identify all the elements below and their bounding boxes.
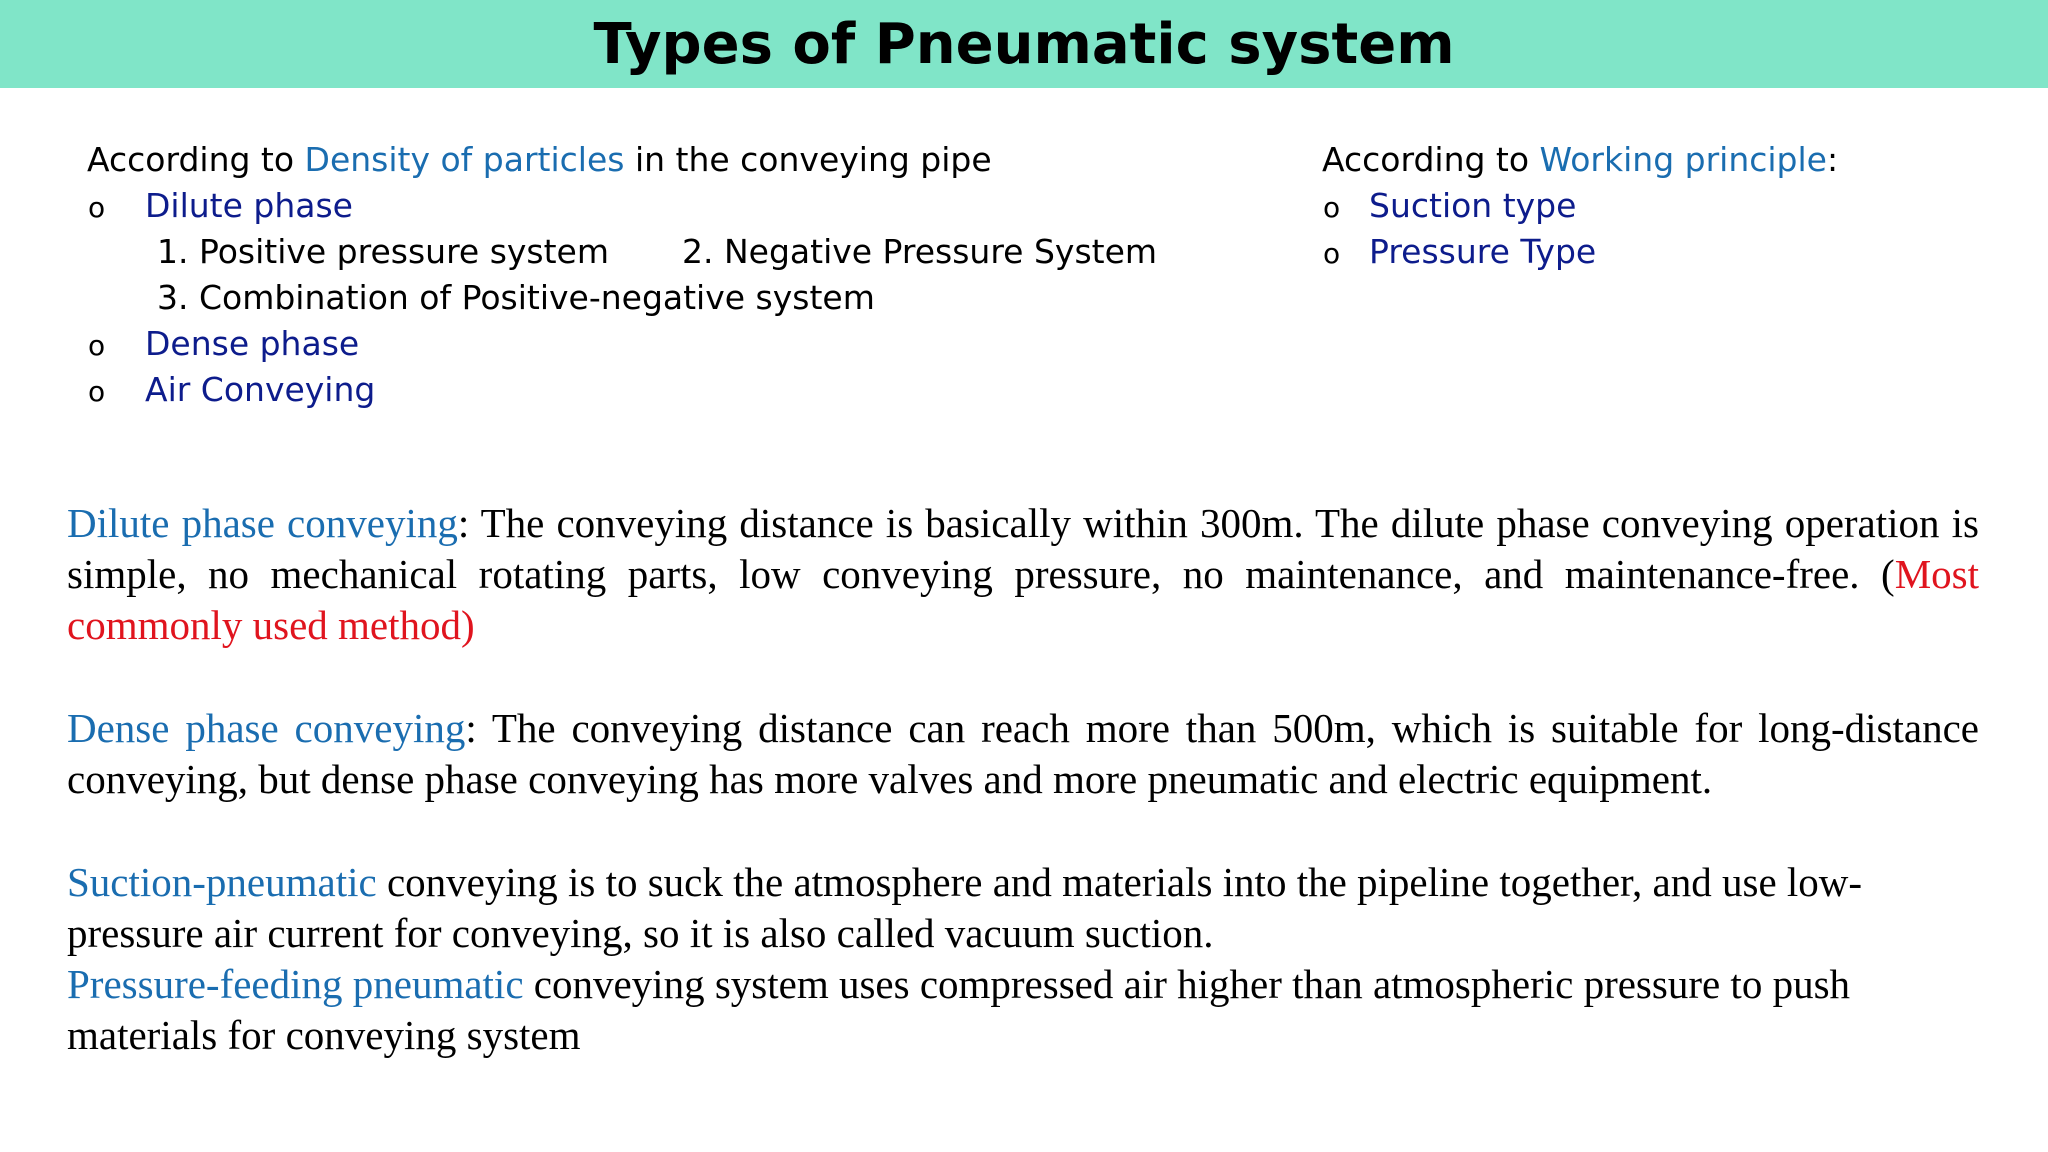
dense-phase-item: Dense phase [145,324,360,363]
principle-heading-prefix: According to [1322,140,1540,179]
dilute-highlight: Most commonly used method) [67,551,1979,648]
dense-text: : The conveying distance can reach more than 500m, which is suitable for long-distance conveying, but dense phase conveying has more valves and more pneumatic and electric equipment. [67,705,1979,802]
density-heading [87,137,992,183]
principle-heading-highlight: Working principle [1539,140,1827,179]
title-bar [0,0,2048,88]
pressure-type-item: Pressure Type [1369,232,1597,271]
dense-paragraph [67,703,1979,805]
dilute-paragraph [67,498,1979,651]
sub-item-negative: 2. Negative Pressure System [682,232,1158,271]
bullet-icon: o [88,191,106,224]
dilute-term: Dilute phase conveying [67,500,458,546]
suction-type-item: Suction type [1369,186,1577,225]
suction-term: Suction-pneumatic [67,859,377,905]
sub-item-positive: 1. Positive pressure system [157,232,610,271]
suction-text: conveying is to suck the atmosphere and materials into the pipeline together, and use low-pressure air current for conveying, so it is also called vacuum suction. [67,859,1863,956]
slide-title: Types of Pneumatic system [593,11,1455,77]
dilute-text: : The conveying distance is basically within 300m. The dilute phase conveying operation is simple, no mechanical rotating parts, low conveying pressure, no maintenance, and maintenance-free. ( [67,500,1979,597]
principle-heading [1322,137,1838,183]
bullet-icon: o [1323,237,1341,270]
pressure-term: Pressure-feeding pneumatic [67,961,524,1007]
sub-item-combination: 3. Combination of Positive-negative system [157,278,875,317]
dense-term: Dense phase conveying [67,705,466,751]
principle-heading-suffix: : [1826,140,1839,179]
density-heading-suffix: in the conveying pipe [624,140,992,179]
dilute-phase-item: Dilute phase [145,186,353,225]
bullet-icon: o [1323,191,1341,224]
bullet-icon: o [88,375,106,408]
suction-paragraph [67,857,1979,959]
density-heading-highlight: Density of particles [304,140,625,179]
pressure-text: conveying system uses compressed air higher than atmospheric pressure to push materials for conveying system [67,961,1851,1058]
air-conveying-item: Air Conveying [145,370,376,409]
pressure-paragraph [67,959,1979,1061]
density-heading-prefix: According to [87,140,305,179]
bullet-icon: o [88,329,106,362]
